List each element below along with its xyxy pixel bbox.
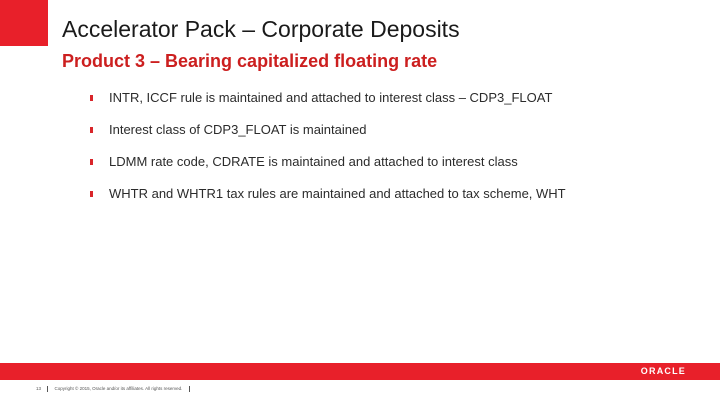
oracle-logo: ORACLE xyxy=(640,366,686,376)
bullet-list xyxy=(90,90,566,218)
title-accent-bar xyxy=(0,0,48,46)
slide-title: Accelerator Pack – Corporate Deposits xyxy=(62,16,460,42)
footer xyxy=(36,386,195,392)
bullet-text: INTR, ICCF rule is maintained and attached to interest class – CDP3_FLOAT xyxy=(109,90,553,105)
bullet-marker xyxy=(90,191,93,197)
bullet-item xyxy=(90,90,566,106)
footer-separator xyxy=(189,386,190,392)
bullet-marker xyxy=(90,159,93,165)
bullet-item xyxy=(90,154,566,170)
page-number: 13 xyxy=(36,386,42,392)
bullet-text: LDMM rate code, CDRATE is maintained and attached to interest class xyxy=(109,154,518,169)
bullet-item xyxy=(90,122,566,138)
bullet-marker xyxy=(90,95,93,101)
bullet-marker xyxy=(90,127,93,133)
copyright-text: Copyright © 2015, Oracle and/or its affiliates. All rights reserved. xyxy=(54,386,183,392)
bullet-text: WHTR and WHTR1 tax rules are maintained and attached to tax scheme, WHT xyxy=(109,186,566,201)
bullet-item xyxy=(90,186,566,202)
bullet-text: Interest class of CDP3_FLOAT is maintained xyxy=(109,122,367,137)
footer-bar xyxy=(0,363,720,380)
slide-subtitle: Product 3 – Bearing capitalized floating rate xyxy=(62,51,438,71)
footer-separator xyxy=(47,386,48,392)
